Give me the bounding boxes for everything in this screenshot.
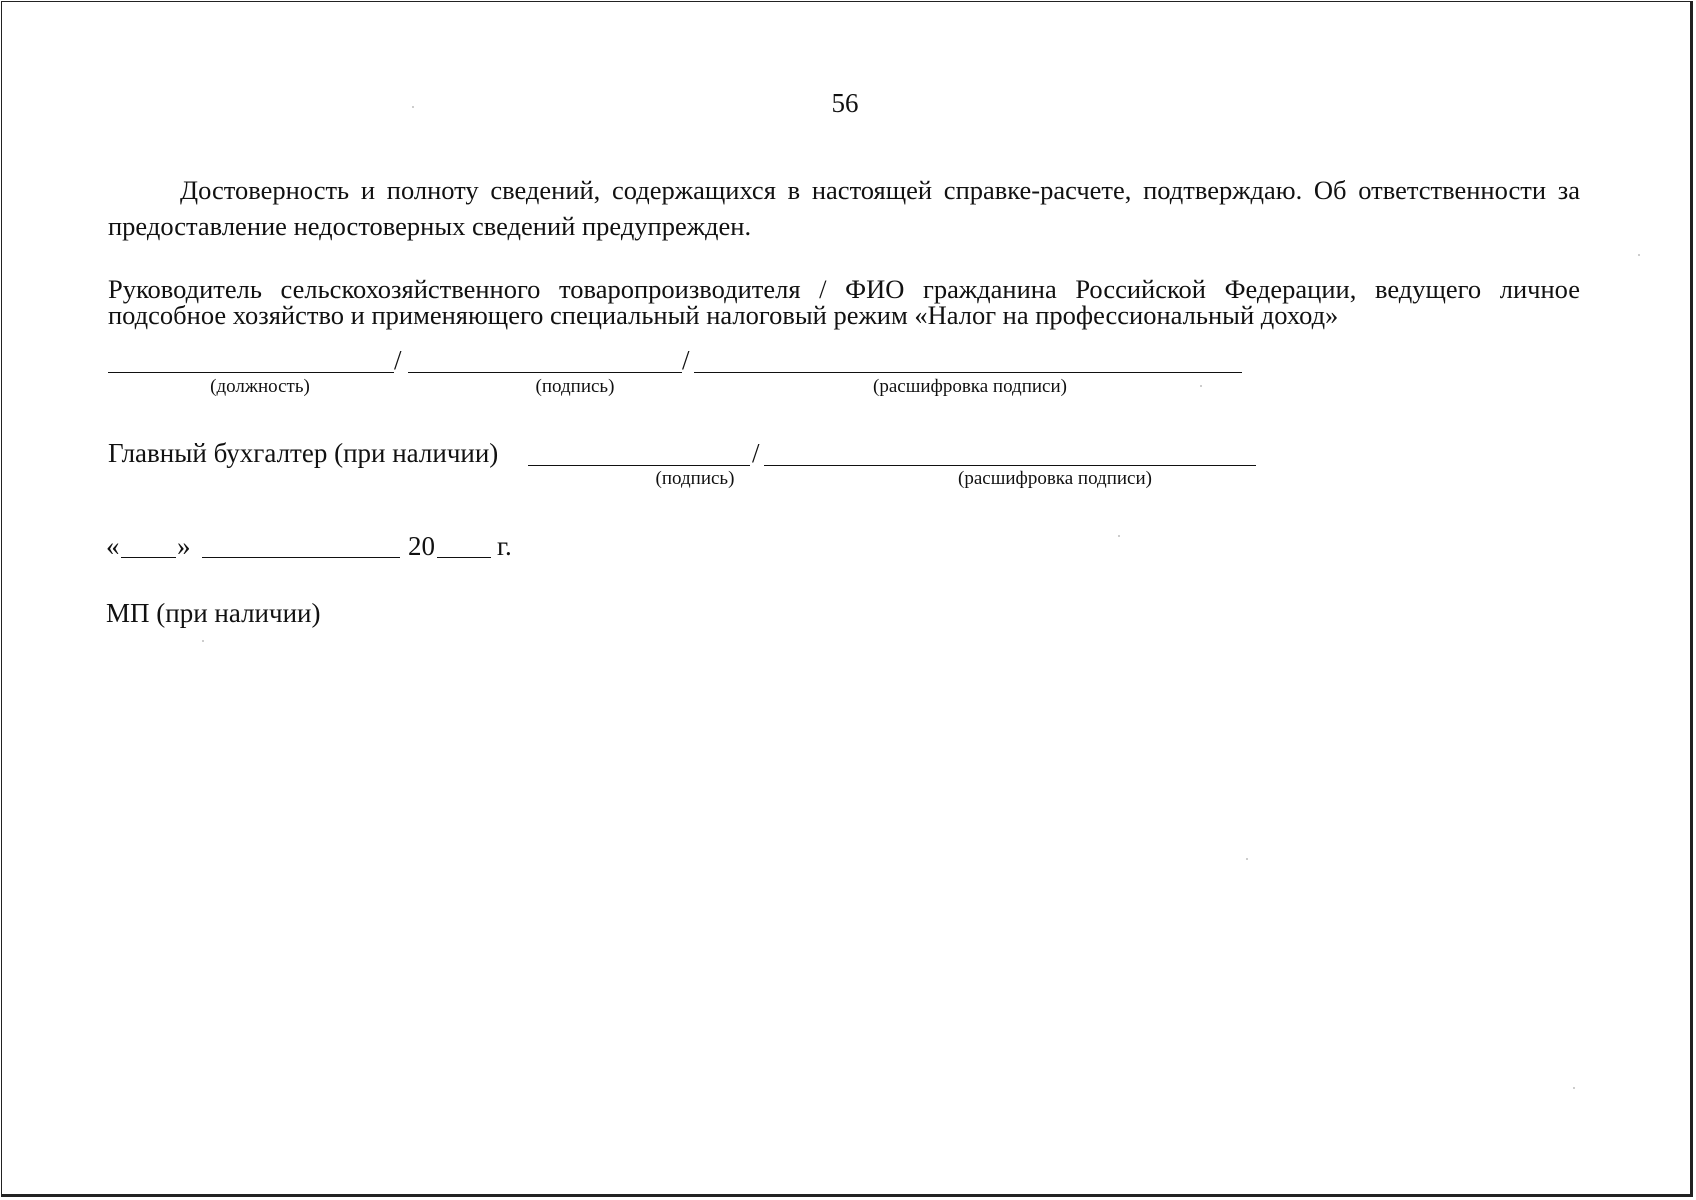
signature-field[interactable] — [408, 372, 682, 373]
head-title: Руководитель сельскохозяйственного товаропроизводителя / ФИО гражданина Российской Федерации, ведущего личное подсобное хозяйство и применяющего специальный налоговый режим «Налог на профессиональный доход» — [108, 274, 1580, 330]
date-close-quote: » — [177, 531, 191, 561]
caption-position: (должность) — [210, 376, 310, 397]
separator-slash: / — [394, 345, 402, 375]
year-prefix: 20 — [408, 531, 435, 561]
chief-signature-decoding-field[interactable] — [764, 465, 1256, 466]
year-suffix: г. — [497, 531, 512, 561]
caption-signature: (подпись) — [655, 468, 735, 489]
page-number: 56 — [831, 88, 859, 118]
caption-signature: (подпись) — [535, 376, 615, 397]
signature-decoding-field[interactable] — [694, 372, 1242, 373]
position-field[interactable] — [108, 372, 394, 373]
scan-speck — [1118, 535, 1120, 537]
month-field[interactable] — [202, 557, 400, 558]
separator-slash: / — [752, 438, 760, 468]
scan-speck — [1200, 385, 1202, 387]
separator-slash: / — [682, 345, 690, 375]
year-field[interactable] — [437, 557, 491, 558]
chief-signature-field[interactable] — [528, 465, 750, 466]
scan-speck — [1638, 254, 1640, 256]
caption-decoding: (расшифровка подписи) — [958, 468, 1152, 489]
scan-speck — [1573, 1087, 1575, 1089]
scan-speck — [412, 106, 414, 108]
scan-speck — [202, 640, 204, 642]
scan-speck — [1246, 858, 1248, 860]
caption-decoding: (расшифровка подписи) — [873, 376, 1067, 397]
confirmation-statement: Достоверность и полноту сведений, содержащихся в настоящей справке-расчете, подтверждаю. Об ответственности за предоставление недостоверных сведений предупрежден. — [108, 175, 1580, 241]
stamp-label: МП (при наличии) — [106, 598, 321, 628]
chief-accountant-label: Главный бухгалтер (при наличии) — [108, 438, 499, 468]
date-open-quote: « — [106, 531, 120, 561]
day-field[interactable] — [121, 557, 176, 558]
